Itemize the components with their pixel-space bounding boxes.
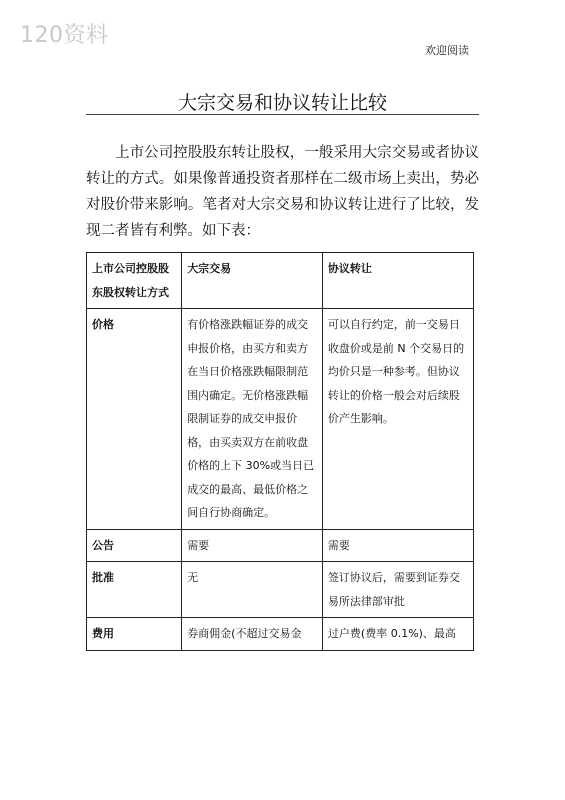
cell-agreement-approval: 签订协议后，需要到证券交易所法律部审批 (322, 562, 473, 618)
row-label-price: 价格 (87, 309, 182, 530)
intro-text: 上市公司控股股东转让股权，一般采用大宗交易或者协议转让的方式。如果像普通投资者那样在二级市场上卖出，势必对股价带来影响。笔者对大宗交易和协议转让进行了比较，发现二者皆有利弊。如下表： (86, 145, 479, 239)
header-cell-method: 上市公司控股股东股权转让方式 (87, 253, 182, 309)
cell-block-trade-approval: 无 (182, 562, 323, 618)
intro-paragraph (86, 140, 479, 244)
header-caption: 欢迎阅读 (425, 44, 469, 57)
comparison-table (86, 252, 474, 651)
row-label-announcement: 公告 (87, 529, 182, 562)
table-row (87, 309, 474, 530)
table-row (87, 529, 474, 562)
table-header-row (87, 253, 474, 309)
cell-block-trade-fees: 券商佣金(不超过交易金 (182, 618, 323, 651)
cell-agreement-announcement: 需要 (322, 529, 473, 562)
cell-agreement-price: 可以自行约定，前一交易日收盘价或是前 N 个交易日的均价只是一种参考。但协议转让的价格一般会对后续股价产生影响。 (322, 309, 473, 530)
header-cell-agreement-transfer: 协议转让 (322, 253, 473, 309)
title-divider (86, 114, 479, 115)
header-cell-block-trade: 大宗交易 (182, 253, 323, 309)
row-label-fees: 费用 (87, 618, 182, 651)
table-row (87, 618, 474, 651)
row-label-approval: 批准 (87, 562, 182, 618)
table-row (87, 562, 474, 618)
watermark: 120资料 (20, 23, 109, 48)
cell-agreement-fees: 过户费(费率 0.1%)、最高 (322, 618, 473, 651)
document-title: 大宗交易和协议转让比较 (177, 92, 387, 114)
cell-block-trade-announcement: 需要 (182, 529, 323, 562)
cell-block-trade-price: 有价格涨跌幅证券的成交申报价格，由买方和卖方在当日价格涨跌幅限制范围内确定。无价格涨跌幅限制证券的成交申报价格，由买卖双方在前收盘价格的上下 30%或当日已成交的最高、最低价格之间自行协商确定。 (182, 309, 323, 530)
